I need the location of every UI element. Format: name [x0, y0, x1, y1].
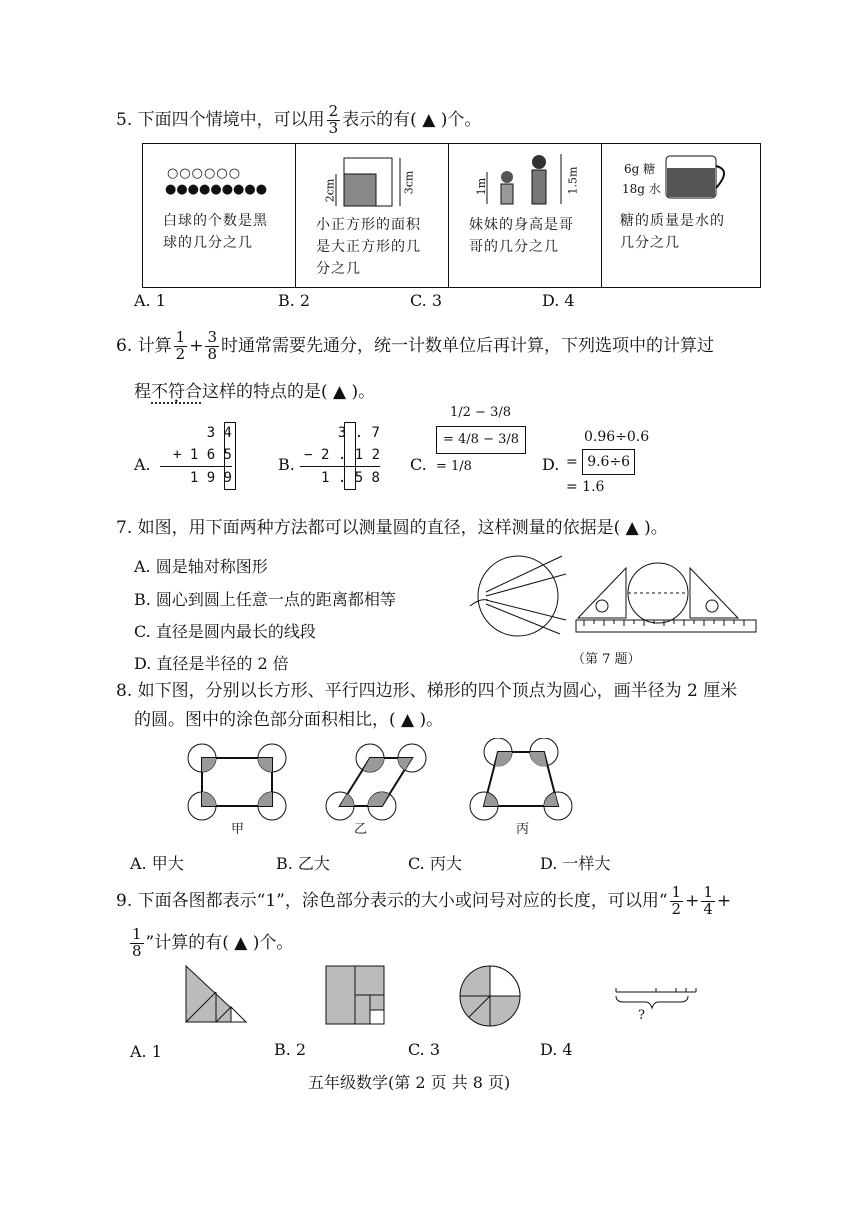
- q8-number: 8.: [116, 681, 133, 701]
- cell2-line1: 小正方形的面积: [316, 217, 421, 233]
- q9-option-b[interactable]: B. 2: [274, 1040, 307, 1059]
- siblings-figure: [449, 144, 603, 214]
- q7-caption: （第 7 题）: [572, 652, 641, 667]
- q7-option-a[interactable]: A. 圆是轴对称图形: [134, 557, 268, 576]
- q5-stem: [116, 104, 481, 137]
- question-mark: ?: [638, 1008, 645, 1023]
- q8-option-d[interactable]: D. 一样大: [540, 854, 611, 873]
- q8-figures: [180, 738, 600, 828]
- q6-d-steps: 0.96÷0.6 = 9.6÷6 = 1.6: [566, 425, 649, 499]
- squares-figure: [296, 144, 450, 214]
- dim-3cm: 3cm: [402, 170, 416, 195]
- q6-a-vertical: [160, 422, 232, 489]
- q9-line1: 下面各图都表示“1”，涂色部分表示的大小或问号对应的长度，可以用“: [137, 890, 668, 911]
- q6-c-top: 1/2 − 3/8: [450, 405, 512, 420]
- q9-option-c[interactable]: C. 3: [408, 1040, 441, 1059]
- q5-number: 5.: [116, 109, 133, 130]
- q5-text-post: 表示的有( ▲ )个。: [342, 109, 482, 130]
- q9-frac-c: $\frac{1}{8}$: [132, 925, 142, 960]
- q8-line2: 的圆。图中的涂色部分面积相比，( ▲ )。: [134, 710, 444, 730]
- q5-fraction: $\frac{2}{3}$: [328, 102, 339, 137]
- q5-cell-cup: [601, 143, 761, 288]
- q9-option-d[interactable]: D. 4: [540, 1040, 573, 1059]
- q8-stem: [116, 683, 737, 700]
- cell3-line1: 妹妹的身高是哥: [469, 217, 574, 233]
- q5-option-b[interactable]: B. 2: [278, 291, 311, 310]
- cell2-line2: 是大正方形的几: [316, 239, 421, 255]
- q7-option-c[interactable]: C. 直径是圆内最长的线段: [134, 622, 316, 641]
- page-footer: 五年级数学(第 2 页 共 8 页): [308, 1073, 511, 1092]
- q6-b-row3: 1 . 5 8: [320, 470, 380, 486]
- q6-plus: +: [189, 335, 204, 356]
- q9-option-a[interactable]: A. 1: [130, 1042, 162, 1061]
- q6-stem-line2: [134, 384, 375, 401]
- q8-line1: 如下图，分别以长方形、平行四边形、梯形的四个顶点为圆心，画半径为 2 厘米: [137, 681, 738, 701]
- q6-text-pre: 计算: [137, 335, 172, 356]
- q8-option-a[interactable]: A. 甲大: [130, 854, 184, 873]
- q9-figures: [180, 962, 700, 1032]
- q5-option-c[interactable]: C. 3: [410, 291, 443, 310]
- q6-a-row3: 1 9 9: [189, 470, 232, 486]
- diameter-measure-figure: [466, 548, 766, 648]
- cell4-line2: 几分之几: [620, 235, 680, 251]
- q7-number: 7.: [116, 518, 133, 538]
- q6-stem: [116, 330, 714, 363]
- q5-option-a[interactable]: A. 1: [134, 291, 166, 310]
- q6-b-vertical: [300, 422, 380, 489]
- q7-stem: [116, 520, 668, 537]
- q6-emphasis: 不符合: [151, 382, 202, 402]
- sugar-label: 6g 糖: [624, 162, 656, 176]
- q7-option-b[interactable]: B. 圆心到圆上任意一点的距离都相等: [134, 590, 396, 609]
- label-jia: 甲: [231, 822, 245, 837]
- q9-line2-text: ”计算的有( ▲ )个。: [145, 932, 294, 953]
- q6-fraction-2: $\frac{3}{8}$: [207, 328, 217, 363]
- q9-line2: [128, 927, 293, 960]
- water-label: 18g 水: [622, 182, 661, 196]
- cup-figure: [662, 152, 742, 202]
- q5-cell-balls: [142, 143, 296, 288]
- q8-option-c[interactable]: C. 丙大: [408, 854, 462, 873]
- q6-c-steps: [436, 400, 526, 480]
- q6-line2-b: 这样的特点的是( ▲ )。: [202, 382, 376, 402]
- q6-c-mid: = 4/8 − 3/8: [436, 426, 526, 454]
- q6-option-d[interactable]: D.: [542, 455, 560, 474]
- q6-line2-a: 程: [134, 382, 151, 402]
- q6-fraction-1: $\frac{1}{2}$: [175, 328, 186, 363]
- q7-text: 如图，用下面两种方法都可以测量圆的直径，这样测量的依据是( ▲ )。: [137, 518, 668, 538]
- q6-option-c[interactable]: C.: [410, 455, 427, 474]
- q6-a-row2: + 1 6 5: [160, 444, 232, 467]
- cell1-line2: 球的几分之几: [163, 235, 253, 251]
- q6-d-l2: 9.6÷6: [582, 449, 635, 475]
- cell4-line1: 糖的质量是水的: [620, 213, 725, 229]
- q6-a-row1: 3 4: [206, 425, 232, 441]
- q6-d-l1: 0.96÷0.6: [584, 429, 650, 445]
- q6-text-post: 时通常需要先通分，统一计数单位后再计算，下列选项中的计算过: [220, 335, 714, 356]
- q5-option-d[interactable]: D. 4: [542, 291, 575, 310]
- black-balls: ●●●●●●●●●: [165, 182, 268, 197]
- label-bing: 丙: [516, 822, 530, 837]
- q5-text-pre: 下面四个情境中，可以用: [137, 109, 325, 130]
- q6-b-row1: 3 . 7: [337, 425, 380, 441]
- q9-stem: 9. 下面各图都表示“1”，涂色部分表示的大小或问号对应的长度，可以用“ $\frac{1}{2}$ + $\frac{1}{4}$ +: [116, 883, 732, 918]
- white-balls: ○○○○○○: [167, 166, 242, 181]
- q6-number: 6.: [116, 335, 133, 356]
- height-1m: 1m: [475, 177, 489, 196]
- q7-option-d[interactable]: D. 直径是半径的 2 倍: [134, 654, 289, 673]
- q6-c-bot: = 1/8: [436, 459, 472, 474]
- q9-frac-a: $\frac{1}{2}$: [671, 883, 682, 918]
- dim-2cm: 2cm: [323, 178, 337, 203]
- q9-number: 9.: [116, 890, 133, 911]
- label-yi: 乙: [354, 822, 368, 837]
- q6-option-a[interactable]: A.: [134, 455, 151, 474]
- q6-b-row2: − 2 . 1 2: [300, 444, 380, 467]
- q8-option-b[interactable]: B. 乙大: [276, 854, 330, 873]
- cell2-line3: 分之几: [316, 261, 361, 277]
- height-1-5m: 1.5m: [566, 166, 580, 195]
- cell3-line2: 哥的几分之几: [469, 239, 559, 255]
- q6-d-l3: = 1.6: [566, 479, 605, 495]
- q9-frac-b: $\frac{1}{4}$: [703, 883, 713, 918]
- cell1-line1: 白球的个数是黑: [163, 213, 268, 229]
- q6-option-b[interactable]: B.: [278, 455, 295, 474]
- q5-cell-heights: [448, 143, 602, 288]
- q5-cell-squares: [295, 143, 449, 288]
